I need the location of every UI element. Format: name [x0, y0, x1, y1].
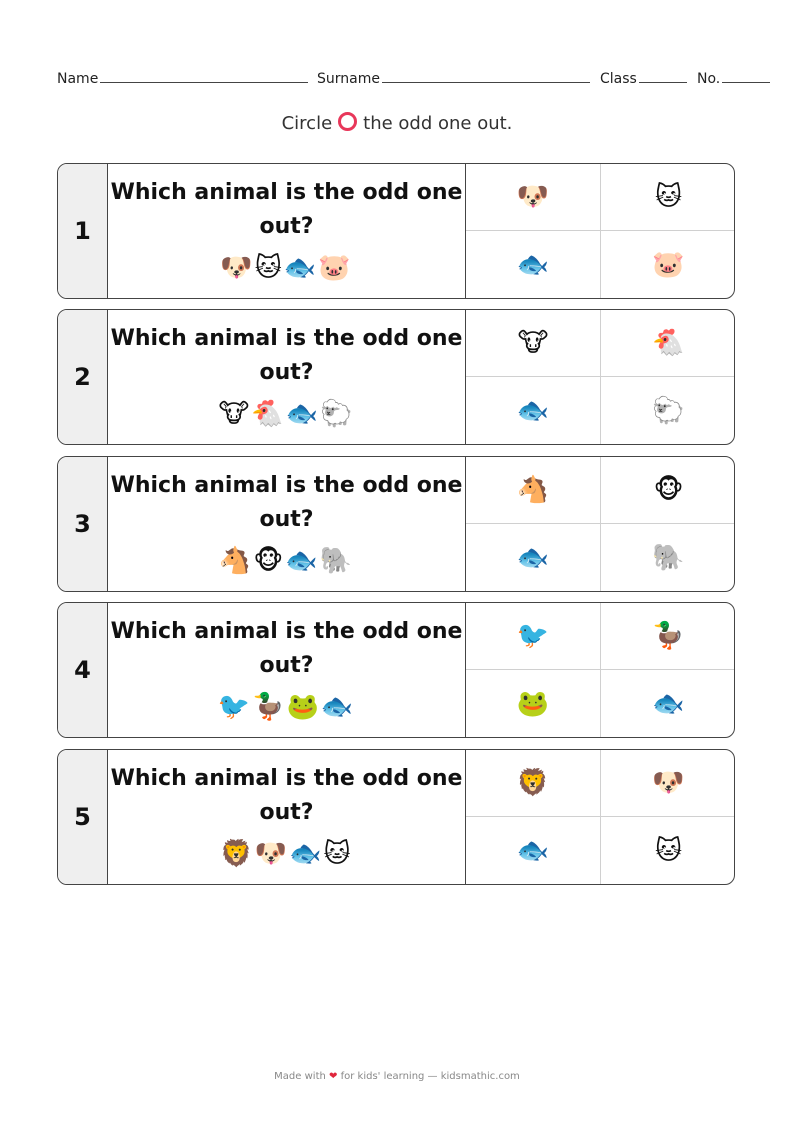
question-animal-emojis: 🐮🐔🐟🐑 [218, 399, 355, 429]
answer-option-3[interactable]: 🐟 [466, 524, 601, 591]
class-label: Class [600, 71, 637, 87]
question-number: 2 [58, 310, 108, 444]
footer-prefix: Made with [274, 1071, 326, 1082]
answer-option-4[interactable]: 🐷 [652, 249, 685, 280]
answer-option-4[interactable]: 🐑 [652, 395, 685, 426]
answer-option-3[interactable]: 🐟 [466, 817, 601, 884]
answer-option-1[interactable]: 🐦 [466, 603, 601, 670]
question-number: 3 [58, 457, 108, 591]
instruction [0, 112, 794, 134]
question-panel [108, 457, 466, 591]
footer-suffix: for kids' learning — kidsmathic.com [340, 1071, 520, 1082]
question-panel [108, 603, 466, 737]
answer-options-grid [466, 603, 735, 737]
question-panel [108, 164, 466, 298]
surname-label: Surname [317, 71, 380, 87]
instruction-text-after: the odd one out. [363, 113, 513, 134]
answer-option-3[interactable]: 🐟 [466, 377, 601, 444]
question-card-1 [57, 163, 735, 299]
question-number: 5 [58, 750, 108, 884]
class-field[interactable] [600, 68, 687, 87]
question-card-5 [57, 749, 735, 885]
question-animal-emojis: 🐴🐵🐟🐘 [218, 546, 355, 576]
question-text: Which animal is the odd one out? [110, 326, 463, 385]
question-text: Which animal is the odd one out? [110, 473, 463, 532]
question-panel [108, 750, 466, 884]
answer-option-1[interactable]: 🐮 [466, 310, 601, 377]
question-number: 4 [58, 603, 108, 737]
answer-option-2[interactable]: 🐔 [601, 310, 735, 377]
number-label: No. [697, 71, 721, 87]
surname-field[interactable] [317, 68, 590, 87]
answer-option-1[interactable]: 🐴 [466, 457, 601, 524]
answer-option-3[interactable]: 🐸 [466, 670, 601, 737]
surname-line[interactable] [382, 68, 590, 83]
question-animal-emojis: 🐦🦆🐸🐟 [217, 692, 356, 722]
question-card-2 [57, 309, 735, 445]
name-field[interactable] [57, 68, 308, 87]
answer-option-4[interactable]: 🐟 [652, 688, 685, 719]
answer-option-1[interactable]: 🐶 [466, 164, 601, 231]
answer-option-1[interactable]: 🦁 [466, 750, 601, 817]
question-card-4 [57, 602, 735, 738]
student-info-header [57, 68, 773, 88]
answer-option-3[interactable]: 🐟 [466, 231, 601, 298]
answer-option-2[interactable]: 🦆 [601, 603, 735, 670]
circle-icon [338, 112, 357, 131]
name-label: Name [57, 71, 99, 87]
heart-icon: ❤ [329, 1071, 338, 1082]
question-card-3 [57, 456, 735, 592]
answer-option-4[interactable]: 🐱 [654, 835, 683, 866]
answer-option-2[interactable]: 🐶 [601, 750, 735, 817]
answer-options-grid [466, 457, 735, 591]
footer [0, 1071, 794, 1082]
answer-option-4[interactable]: 🐘 [652, 542, 685, 573]
answer-options-grid [466, 310, 735, 444]
number-line[interactable] [722, 68, 770, 83]
question-animal-emojis: 🦁🐶🐟🐱 [220, 839, 353, 869]
question-text: Which animal is the odd one out? [110, 619, 463, 678]
question-panel [108, 310, 466, 444]
answer-option-2[interactable]: 🐵 [601, 457, 735, 524]
instruction-text-before: Circle [281, 113, 333, 134]
answer-options-grid [466, 164, 735, 298]
question-animal-emojis: 🐶🐱🐟🐷 [220, 253, 353, 283]
class-line[interactable] [639, 68, 687, 83]
answer-option-2[interactable]: 🐱 [601, 164, 735, 231]
question-number: 1 [58, 164, 108, 298]
question-text: Which animal is the odd one out? [110, 180, 463, 239]
name-line[interactable] [100, 68, 308, 83]
question-text: Which animal is the odd one out? [110, 766, 463, 825]
number-field[interactable] [697, 68, 770, 87]
answer-options-grid [466, 750, 735, 884]
